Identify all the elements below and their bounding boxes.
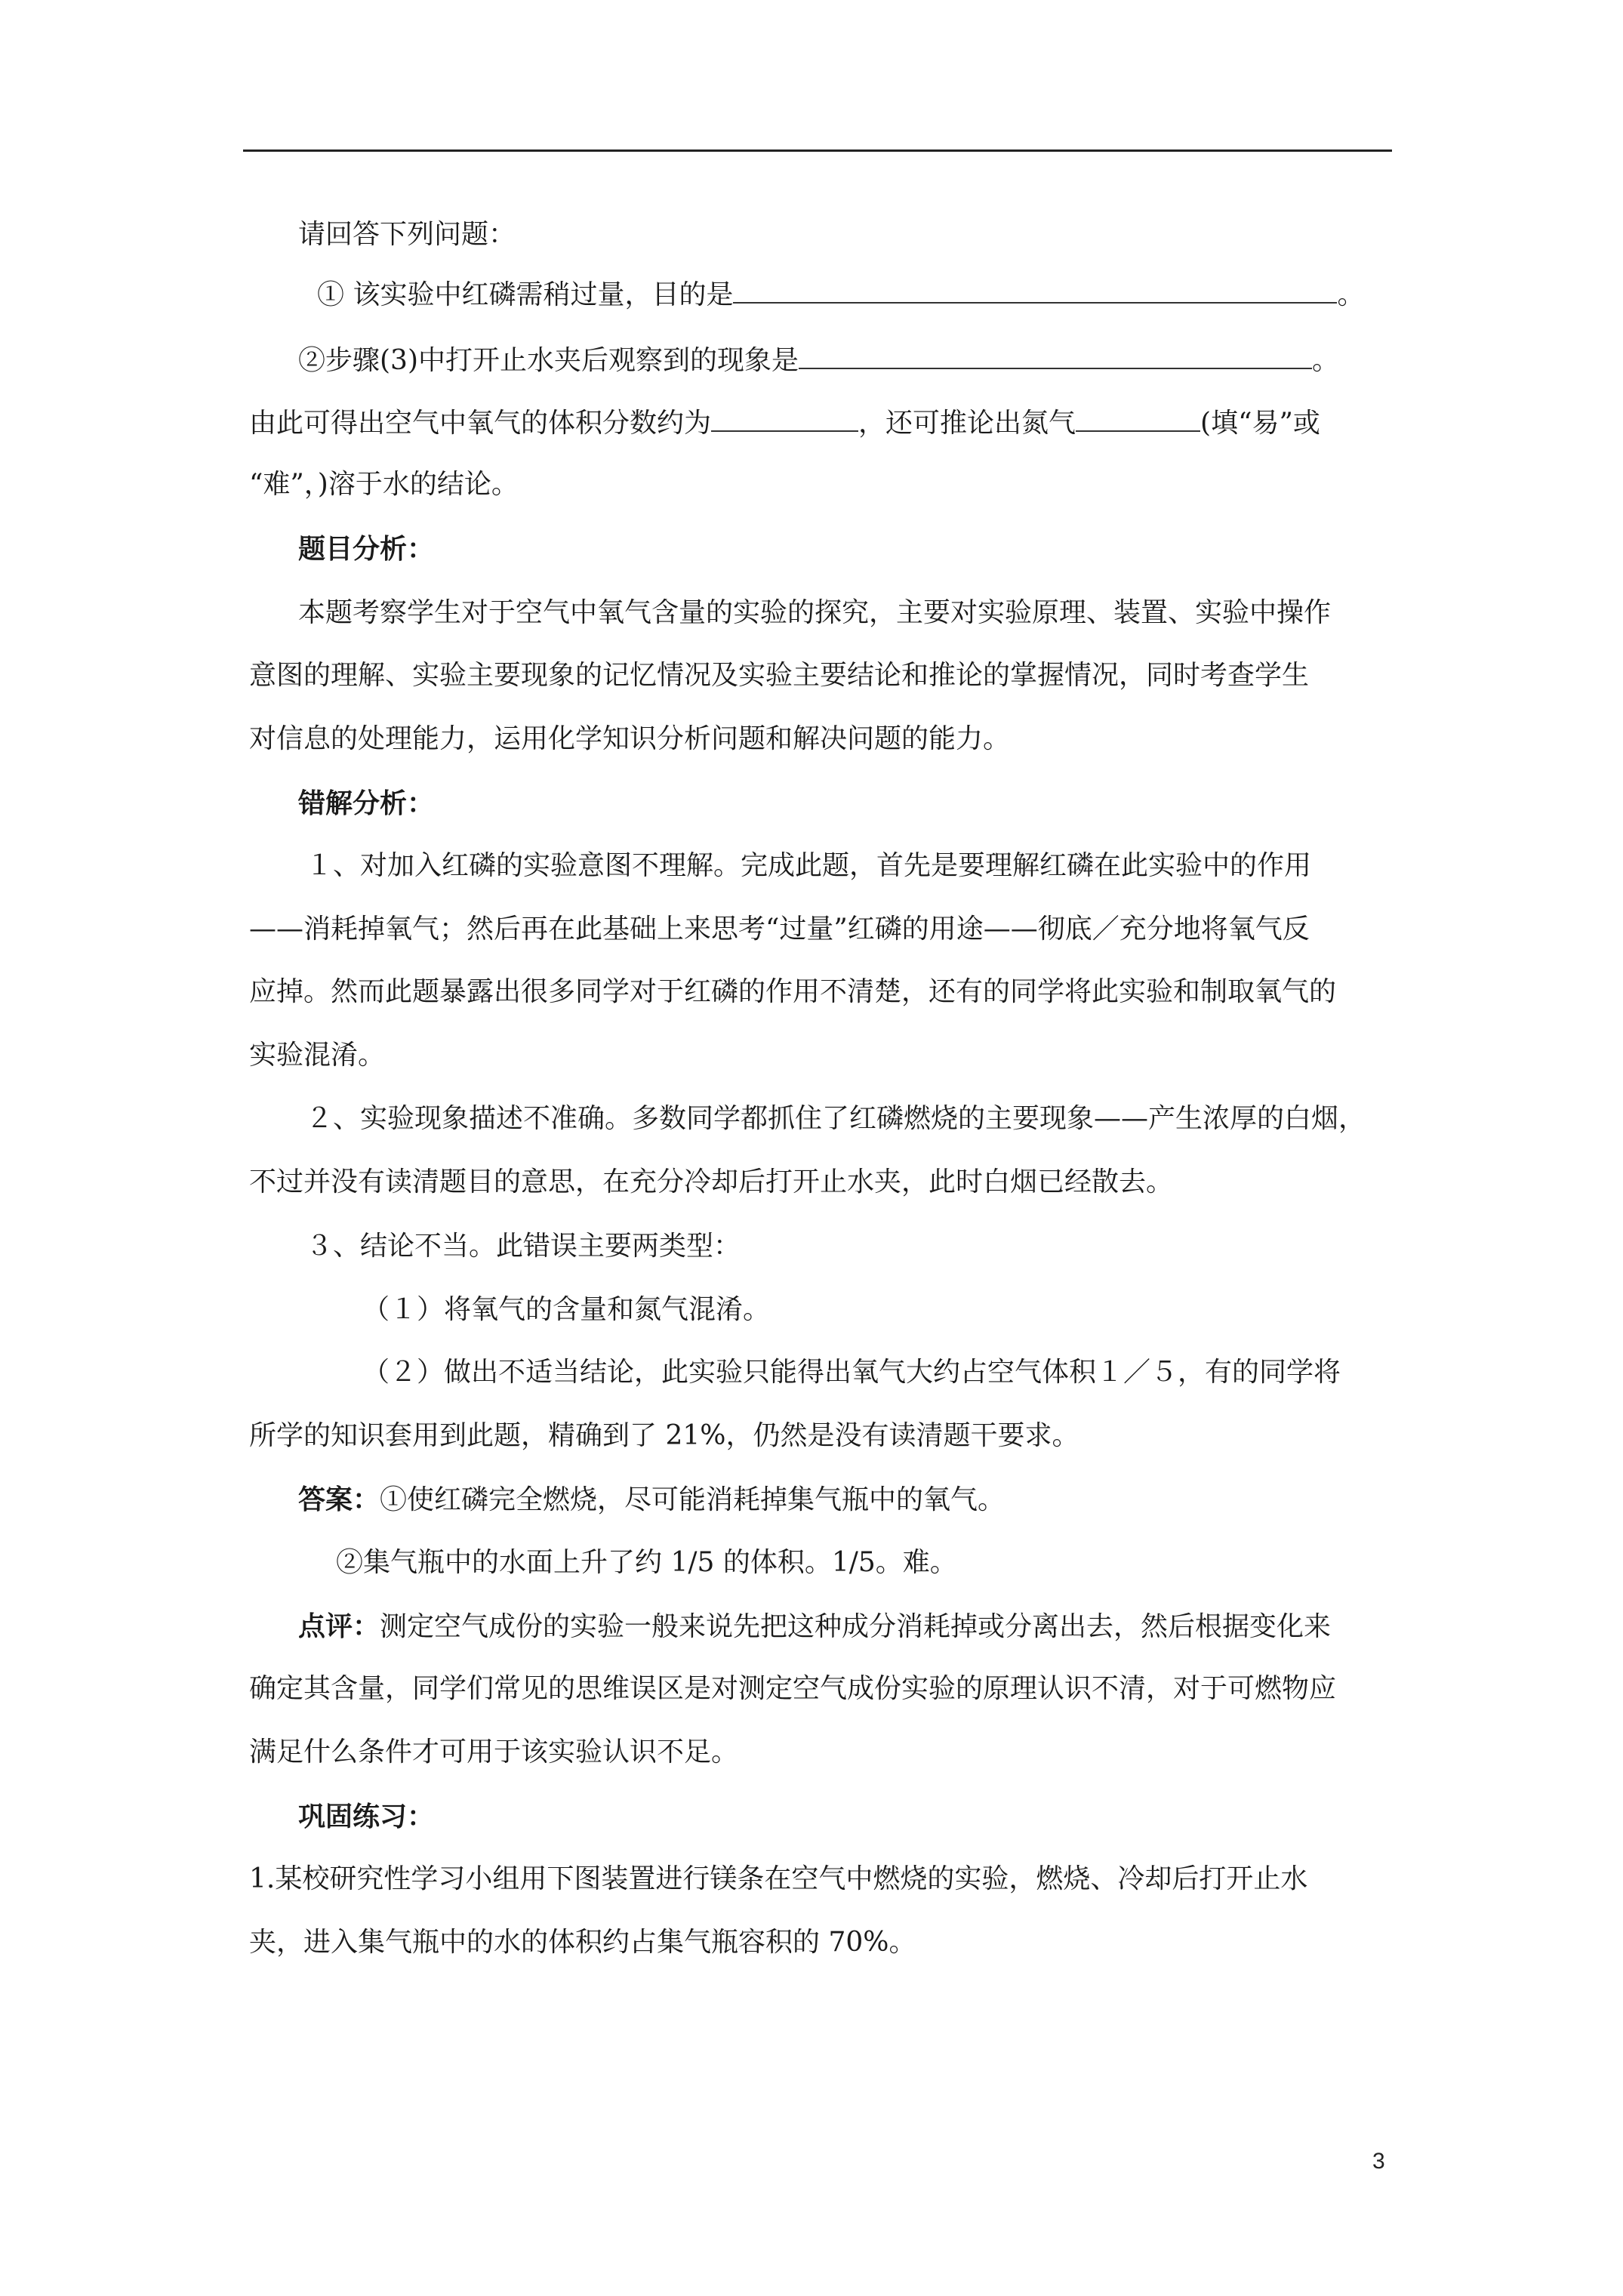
error-3: ３、结论不当。此错误主要两类型： [306, 1231, 741, 1262]
answer-line-1 [298, 1481, 1005, 1518]
comment-label: 点评： [298, 1610, 380, 1642]
answer-line-2: ②集气瓶中的水面上升了约 1/5 的体积。1/5。难。 [336, 1547, 957, 1578]
analysis-line-2: 意图的理解、实验主要现象的记忆情况及实验主要结论和推论的掌握情况，同时考查学生 [249, 660, 1310, 691]
question-1-blank[interactable] [733, 276, 1337, 304]
question-3-text-a: 由此可得出空气中氧气的体积分数约为 [249, 408, 712, 439]
errors-title: 错解分析： [298, 787, 435, 819]
question-3-text-c: (填“易”或 [1200, 408, 1320, 439]
question-2-end: 。 [1312, 345, 1340, 376]
question-3-continuation: “难”，)溶于水的结论。 [249, 469, 519, 500]
error-3-sub-2-line-2: 所学的知识套用到此题，精确到了 21%，仍然是没有读清题干要求。 [249, 1420, 1079, 1451]
comment-line-3: 满足什么条件才可用于该实验认识不足。 [249, 1737, 739, 1767]
header-rule [243, 149, 1392, 152]
question-1-text: ① 该实验中红磷需稍过量，目的是 [317, 279, 734, 310]
error-2-line-2: 不过并没有读清题目的意思，在充分冷却后打开止水夹，此时白烟已经散去。 [249, 1166, 1174, 1197]
error-2-line-1: ２、实验现象描述不准确。多数同学都抓住了红磷燃烧的主要现象——产生浓厚的白烟， [306, 1103, 1366, 1134]
comment-text-1: 测定空气成份的实验一般来说先把这种成分消耗掉或分离出去，然后根据变化来 [380, 1611, 1332, 1642]
error-1-line-2: ——消耗掉氧气；然后再在此基础上来思考“过量”红磷的用途——彻底／充分地将氧气反 [249, 914, 1310, 945]
error-1-line-3: 应掉。然而此题暴露出很多同学对于红磷的作用不清楚，还有的同学将此实验和制取氧气的 [249, 976, 1337, 1007]
analysis-line-3: 对信息的处理能力，运用化学知识分析问题和解决问题的能力。 [249, 723, 1011, 754]
question-1-end: 。 [1337, 279, 1365, 310]
nitrogen-solubility-blank[interactable] [1076, 405, 1200, 432]
answer-label: 答案： [298, 1484, 380, 1515]
question-2-blank[interactable] [799, 342, 1312, 369]
error-3-sub-1: （１）将氧气的含量和氮气混淆。 [362, 1294, 771, 1325]
question-1 [317, 276, 1364, 313]
comment-line-2: 确定其含量，同学们常见的思维误区是对测定空气成份实验的原理认识不清，对于可燃物应 [249, 1673, 1337, 1704]
page-number: 3 [1372, 2149, 1385, 2174]
error-1-line-4: 实验混淆。 [249, 1040, 386, 1071]
error-1-line-1: １、对加入红磷的实验意图不理解。完成此题，首先是要理解红磷在此实验中的作用 [306, 850, 1312, 881]
question-3-text-b: ，还可推论出氮气 [858, 408, 1076, 439]
comment-line-1 [298, 1608, 1331, 1645]
practice-line-2: 夹，进入集气瓶中的水的体积约占集气瓶容积的 70%。 [249, 1927, 916, 1958]
question-2-text: ②步骤(3)中打开止水夹后观察到的现象是 [298, 345, 799, 376]
analysis-title: 题目分析： [298, 533, 435, 565]
analysis-line-1: 本题考察学生对于空气中氧气含量的实验的探究，主要对实验原理、装置、实验中操作 [298, 597, 1332, 628]
answer-text-1: ①使红磷完全燃烧，尽可能消耗掉集气瓶中的氧气。 [380, 1484, 1006, 1515]
practice-title: 巩固练习： [298, 1801, 435, 1832]
questions-prompt: 请回答下列问题： [298, 219, 516, 250]
question-2 [298, 342, 1339, 379]
practice-line-1: 1.某校研究性学习小组用下图装置进行镁条在空气中燃烧的实验，燃烧、冷却后打开止水 [249, 1863, 1308, 1894]
oxygen-fraction-blank[interactable] [711, 405, 858, 432]
error-3-sub-2-line-1: （２）做出不适当结论，此实验只能得出氧气大约占空气体积１／５，有的同学将 [362, 1357, 1341, 1388]
question-3 [249, 405, 1320, 442]
